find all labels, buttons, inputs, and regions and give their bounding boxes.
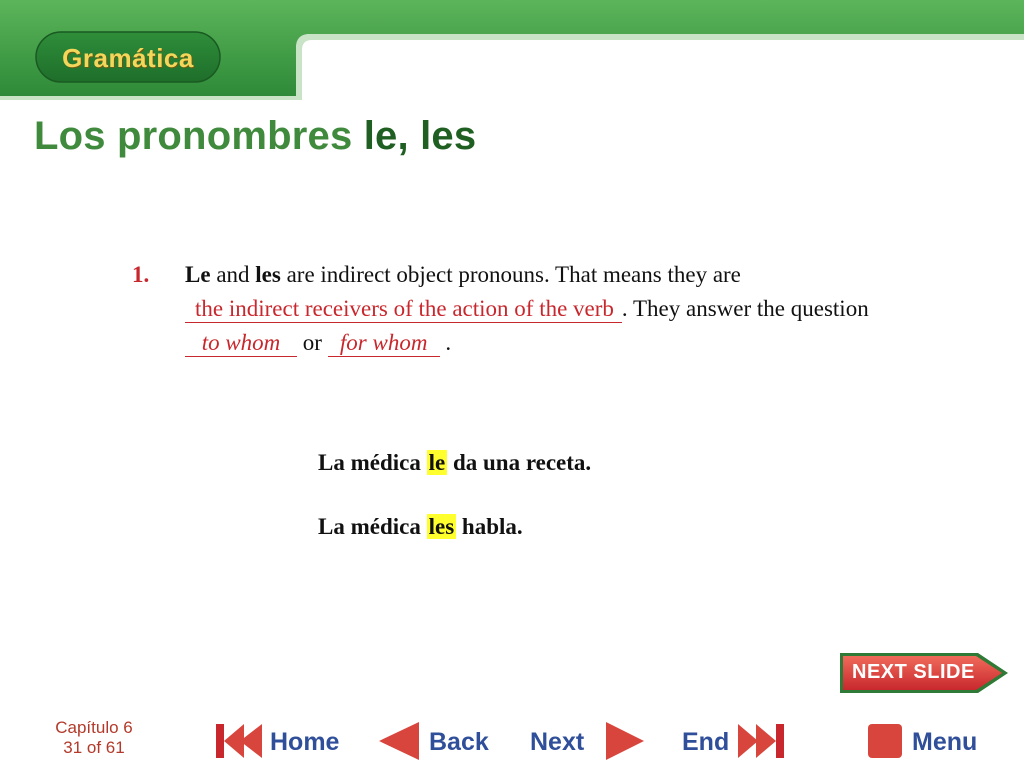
word-le: Le	[185, 262, 211, 287]
end-label: End	[682, 728, 730, 756]
page-title	[34, 114, 476, 159]
menu-label: Menu	[912, 728, 978, 756]
word-les: les	[255, 262, 281, 287]
answer-blank-2: to whom	[185, 330, 297, 357]
highlighted-pronoun: le	[428, 450, 446, 475]
grammar-point	[132, 258, 892, 360]
title-main: Los pronombres	[34, 114, 353, 158]
back-label: Back	[429, 728, 489, 756]
answer-blank-1: the indirect receivers of the action of the verb	[185, 296, 622, 323]
home-button[interactable]	[214, 718, 354, 764]
chapter-title: Capítulo 6	[55, 718, 133, 737]
point-number: 1.	[132, 262, 150, 287]
example-before: La médica	[318, 450, 427, 475]
arrow-left-icon	[375, 718, 425, 764]
example-sentence	[318, 450, 591, 476]
text-and: and	[210, 262, 256, 287]
next-label: Next	[530, 728, 585, 756]
rewind-icon	[214, 718, 268, 764]
chapter-indicator	[44, 718, 144, 758]
point-text	[185, 258, 892, 360]
next-button[interactable]	[528, 718, 648, 764]
stop-square-icon	[866, 718, 906, 764]
text-or: or	[297, 330, 328, 355]
back-button[interactable]	[375, 718, 500, 764]
text-rest-1: are indirect object pronouns. That means they are	[280, 262, 741, 287]
menu-button[interactable]	[866, 718, 990, 764]
fast-forward-icon	[736, 718, 788, 764]
home-label: Home	[270, 728, 340, 756]
text-end: .	[445, 330, 452, 355]
example-after: da una receta.	[447, 450, 592, 475]
answer-blank-3: for whom	[328, 330, 440, 357]
example-before: La médica	[318, 514, 427, 539]
title-highlight: le, les	[363, 114, 477, 158]
page-counter: 31 of 61	[63, 738, 125, 757]
next-slide-label: NEXT SLIDE	[852, 661, 975, 683]
end-button[interactable]	[678, 718, 788, 764]
highlighted-pronoun: les	[428, 514, 455, 539]
example-sentence	[318, 514, 523, 540]
next-slide-button[interactable]	[838, 650, 1010, 696]
header-band	[0, 0, 1024, 100]
example-after: habla.	[456, 514, 523, 539]
section-tab: Gramática	[62, 42, 194, 73]
arrow-right-icon	[602, 718, 648, 764]
text-rest-2: . They answer the question	[621, 296, 869, 321]
